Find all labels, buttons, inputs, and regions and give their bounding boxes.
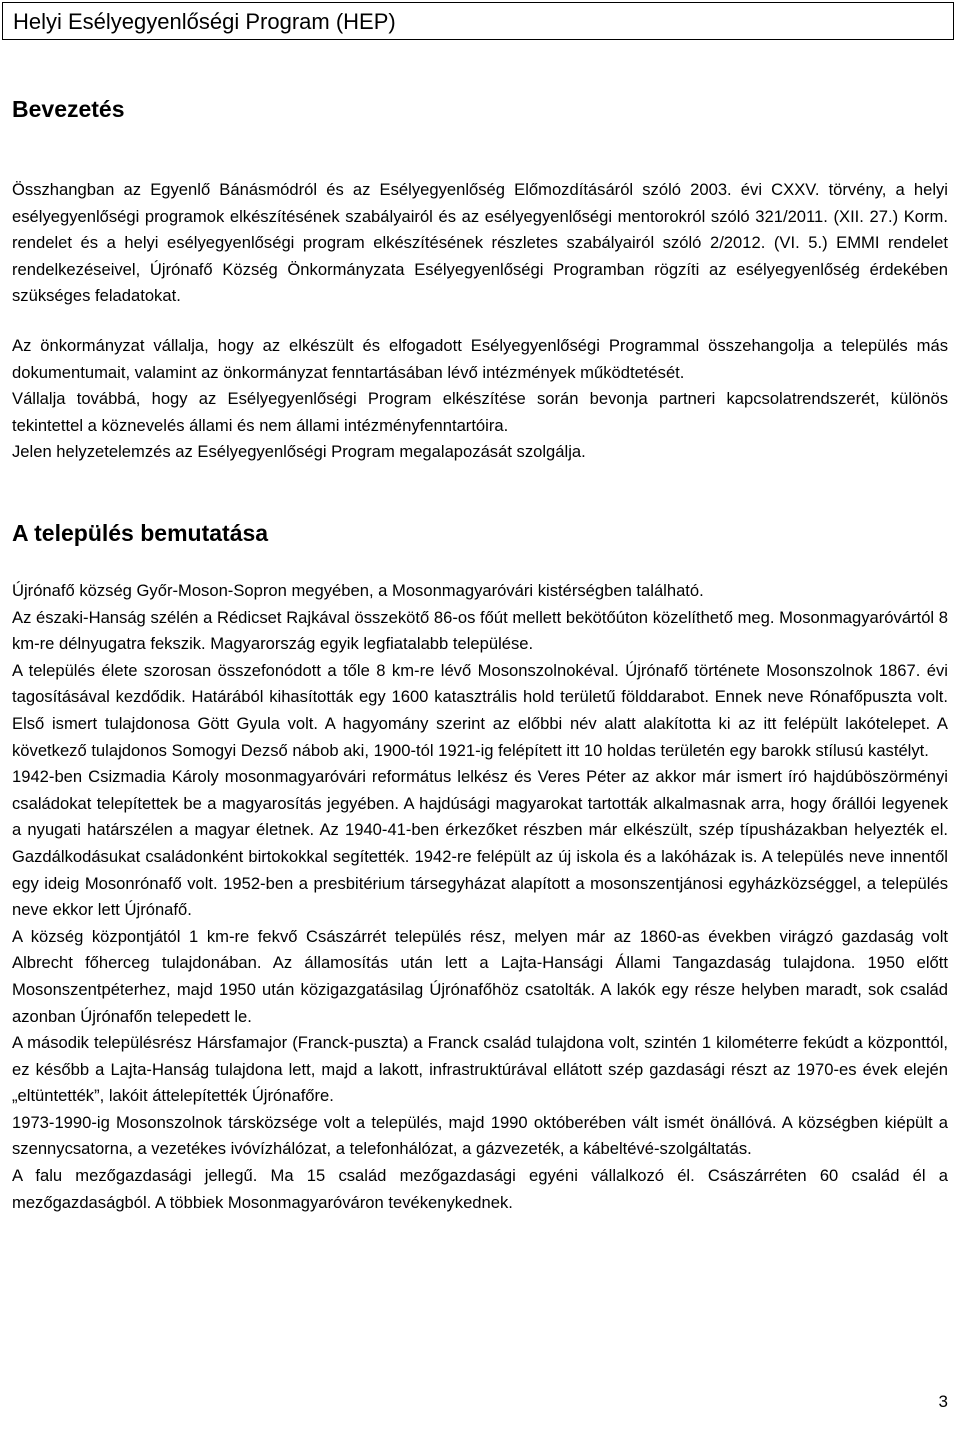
settlement-paragraph: 1973-1990-ig Mosonszolnok társközsége volt a település, majd 1990 októberében vált ismét önállóvá. A községben kiépült a szennycsatorna, a vezetékes ivóvízhálózat, a telefonhálózat, a gázvezeték, a kábeltévé-szolgáltatás. <box>12 1112 948 1159</box>
page-number: 3 <box>938 1392 948 1411</box>
settlement-paragraph: Újrónafő község Győr-Moson-Sopron megyében, a Mosonmagyaróvári kistérségben található. <box>12 581 704 600</box>
intro-heading: Bevezetés <box>12 96 125 122</box>
settlement-paragraph: Az északi-Hanság szélén a Rédicset Rajkával összekötő 86-os főút mellett bekötőúton közelíthető meg. Mosonmagyaróvártól 8 km-re délnyugatra fekszik. Magyarország egyik legfiatalabb települése. <box>12 607 948 654</box>
settlement-paragraph: A második településrész Hársfamajor (Franck-puszta) a Franck család tulajdona volt, szintén 1 kilométerre fekúdt a központtól, ez később a Lajta-Hanság tulajdona lett, majd a lakott, infrastruktúrával ellátott szép gazdasági részt az 1970-es évek elején „eltüntették”, lakóit áttelepítették Újrónafőre. <box>12 1033 948 1106</box>
intro-paragraph: Az önkormányzat vállalja, hogy az elkészült és elfogadott Esélyegyenlőségi Programmal összehangolja a település más dokumentumait, valamint az önkormányzat fenntartásában lévő intézmények működtetését. <box>12 335 948 382</box>
settlement-paragraph: A község központjától 1 km-re fekvő Császárrét település rész, melyen már az 1860-as években virágzó gazdaság volt Albrecht főherceg tulajdonában. Az államosítás után lett a Lajta-Hansági Állami Tangazdaság tulajdona. 1950 előtt Mosonszentpéterhez, majd 1950 után közigazgatásilag Újrónafőhöz csatolták. A lakók egy része helyben maradt, sok család azonban Újrónafőn telepedett le. <box>12 926 948 1026</box>
document-title: Helyi Esélyegyenlőségi Program (HEP) <box>2 2 954 40</box>
settlement-paragraph: A település élete szorosan összefonódott a tőle 8 km-re lévő Mosonszolnokéval. Újrónafő története Mosonszolnok 1867. évi tagosításával kezdődik. Határából kihasították egy 1600 katasztrális hold területű földdarabot. Ennek neve Rónafőpuszta volt. Első ismert tulajdonosa Gött Gyula volt. A hagyomány szerint az előbbi név alatt alakította ki az itt felépült lakótelepet. A következő tulajdonos Somogyi Dezső nábob aki, 1900-tól 1921-ig felépített itt 10 holdas területén egy barokk stílusú kastélyt. <box>12 660 948 760</box>
settlement-heading: A település bemutatása <box>12 520 269 546</box>
intro-paragraph: Vállalja továbbá, hogy az Esélyegyenlőségi Program elkészítése során bevonja partneri kapcsolatrendszerét, különös tekintettel a köznevelés állami és nem állami intézményfenntartóira. <box>12 389 948 435</box>
settlement-section <box>12 578 948 1216</box>
intro-section <box>12 177 948 466</box>
settlement-paragraph: 1942-ben Csizmadia Károly mosonmagyaróvári református lelkész és Veres Péter az akkor már ismert író hajdúböszörményi családokat telepítettek be a magyarosítás jegyében. A hajdúsági magyarokat tartották alkalmasnak arra, hogy őrállói legyenek a nyugati határszélen a magyar életnek. Az 1940-41-ben érkezőket részben már elkészült, szép típusházakban helyezték el. Gazdálkodásukat családonként birtokokkal segítették. 1942-re felépült az új iskola és a lakóházak is. A település neve innentől egy ideig Mosonrónafő volt. 1952-ben a presbitérium társegyházat alapított a mosonszentjánosi egyházközséggel, a település neve ekkor lett Újrónafő. <box>12 767 948 920</box>
settlement-paragraph: A falu mezőgazdasági jellegű. Ma 15 család mezőgazdasági egyéni vállalkozó él. Császárréten 60 család él a mezőgazdaságból. A többiek Mosonmagyaróváron tevékenykednek. <box>12 1166 948 1212</box>
intro-paragraph: Jelen helyzetelemzés az Esélyegyenlőségi Program megalapozását szolgálja. <box>12 442 586 462</box>
intro-paragraph: Összhangban az Egyenlő Bánásmódról és az Esélyegyenlőség Előmozdításáról szóló 2003. évi CXXV. törvény, a helyi esélyegyenlőségi programok elkészítésének szabályairól és az esélyegyenlőségi mentorokról szóló 321/2011. (XII. 27.) Korm. rendelet és a helyi esélyegyenlőségi program elkészítésének részletes szabályairól szóló 2/2012. (VI. 5.) EMMI rendelet rendelkezéseivel, Újrónafő Község Önkormányzata Esélyegyenlőségi Programban rögzíti az esélyegyenlőség érdekében szükséges feladatokat. <box>12 180 948 306</box>
